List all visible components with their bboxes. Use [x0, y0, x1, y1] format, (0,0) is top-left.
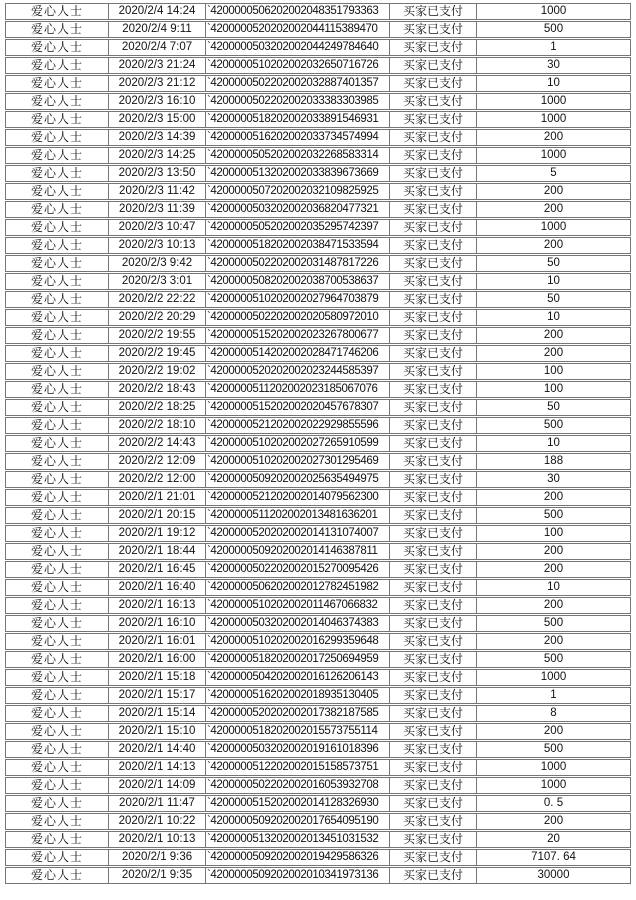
- transaction-id-cell: `4200000510202002027964703879: [206, 292, 390, 307]
- transaction-id-cell: `4200000504202002016126206143: [206, 670, 390, 685]
- donor-cell: 爱心人士: [6, 274, 109, 289]
- donor-cell: 爱心人士: [6, 94, 109, 109]
- transaction-id-cell: `4200000512202002015158573751: [206, 760, 390, 775]
- table-row: [5, 57, 631, 74]
- table-row: [5, 651, 631, 668]
- transaction-id-cell: `4200000515202002014128326930: [206, 796, 390, 811]
- donor-cell: 爱心人士: [6, 238, 109, 253]
- transaction-id-cell: `4200000513202002013451031532: [206, 832, 390, 847]
- amount-cell: 200: [543, 239, 564, 251]
- donor-cell: 爱心人士: [6, 742, 109, 757]
- datetime-cell: 2020/2/2 12:09: [109, 454, 206, 469]
- table-row: [5, 615, 631, 632]
- transaction-id-cell: `4200000509202002019429586326: [206, 850, 390, 865]
- donor-cell: 爱心人士: [6, 292, 109, 307]
- payment-status-cell: 买家已支付: [390, 814, 477, 829]
- donor-cell: 爱心人士: [6, 508, 109, 523]
- datetime-cell: 2020/2/2 18:10: [109, 418, 206, 433]
- table-row: [5, 759, 631, 776]
- table-row: [5, 579, 631, 596]
- payment-status-cell: 买家已支付: [390, 400, 477, 415]
- transaction-id-cell: `4200000509202002010341973136: [206, 868, 390, 883]
- donor-cell: 爱心人士: [6, 328, 109, 343]
- donor-cell: 爱心人士: [6, 814, 109, 829]
- amount-cell: 200: [543, 203, 564, 215]
- donor-cell: 爱心人士: [6, 22, 109, 37]
- payment-status-cell: 买家已支付: [390, 166, 477, 181]
- payment-status-cell: 买家已支付: [390, 562, 477, 577]
- datetime-cell: 2020/2/1 14:13: [109, 760, 206, 775]
- payment-status-cell: 买家已支付: [390, 202, 477, 217]
- payment-status-cell: 买家已支付: [390, 238, 477, 253]
- transaction-id-cell: `4200000516202002018935130405: [206, 688, 390, 703]
- datetime-cell: 2020/2/1 16:13: [109, 598, 206, 613]
- transaction-id-cell: `4200000502202002015270095426: [206, 562, 390, 577]
- amount-cell: 50: [547, 257, 560, 269]
- datetime-cell: 2020/2/2 19:55: [109, 328, 206, 343]
- amount-cell: 500: [543, 23, 564, 35]
- table-row: [5, 417, 631, 434]
- table-row: [5, 561, 631, 578]
- transaction-id-cell: `4200000510202002011467066832: [206, 598, 390, 613]
- transaction-id-cell: `4200000513202002033839673669: [206, 166, 390, 181]
- amount-cell: 500: [543, 509, 564, 521]
- table-row: [5, 291, 631, 308]
- donor-cell: 爱心人士: [6, 310, 109, 325]
- table-row: [5, 165, 631, 182]
- donor-cell: 爱心人士: [6, 850, 109, 865]
- donor-cell: 爱心人士: [6, 382, 109, 397]
- transaction-id-cell: `4200000511202002013481636201: [206, 508, 390, 523]
- datetime-cell: 2020/2/2 20:29: [109, 310, 206, 325]
- payment-status-cell: 买家已支付: [390, 472, 477, 487]
- datetime-cell: 2020/2/3 10:47: [109, 220, 206, 235]
- transaction-id-cell: `4200000503202002019161018396: [206, 742, 390, 757]
- payment-status-cell: 买家已支付: [390, 382, 477, 397]
- table-row: [5, 237, 631, 254]
- amount-cell: 200: [543, 563, 564, 575]
- datetime-cell: 2020/2/1 15:10: [109, 724, 206, 739]
- table-row: [5, 39, 631, 56]
- donor-cell: 爱心人士: [6, 616, 109, 631]
- table-row: [5, 363, 631, 380]
- transaction-id-cell: `4200000509202002025635494975: [206, 472, 390, 487]
- amount-cell: 1000: [540, 149, 567, 161]
- datetime-cell: 2020/2/3 16:10: [109, 94, 206, 109]
- table-row: [5, 705, 631, 722]
- donor-cell: 爱心人士: [6, 148, 109, 163]
- transaction-id-cell: `4200000518202002033891546931: [206, 112, 390, 127]
- donor-cell: 爱心人士: [6, 4, 109, 19]
- payment-status-cell: 买家已支付: [390, 850, 477, 865]
- datetime-cell: 2020/2/3 13:50: [109, 166, 206, 181]
- payment-status-cell: 买家已支付: [390, 580, 477, 595]
- donor-cell: 爱心人士: [6, 832, 109, 847]
- payment-status-cell: 买家已支付: [390, 544, 477, 559]
- donor-cell: 爱心人士: [6, 868, 109, 883]
- donor-cell: 爱心人士: [6, 184, 109, 199]
- payment-status-cell: 买家已支付: [390, 868, 477, 883]
- donor-cell: 爱心人士: [6, 598, 109, 613]
- donor-cell: 爱心人士: [6, 778, 109, 793]
- payment-status-cell: 买家已支付: [390, 184, 477, 199]
- donor-cell: 爱心人士: [6, 706, 109, 721]
- table-row: [5, 669, 631, 686]
- donor-cell: 爱心人士: [6, 202, 109, 217]
- table-row: [5, 255, 631, 272]
- table-row: [5, 3, 631, 20]
- transaction-id-cell: `4200000507202002032109825925: [206, 184, 390, 199]
- datetime-cell: 2020/2/1 16:01: [109, 634, 206, 649]
- payment-status-cell: 买家已支付: [390, 436, 477, 451]
- payment-status-cell: 买家已支付: [390, 616, 477, 631]
- donor-cell: 爱心人士: [6, 418, 109, 433]
- payment-status-cell: 买家已支付: [390, 454, 477, 469]
- transaction-id-cell: `4200000518202002015573755114: [206, 724, 390, 739]
- datetime-cell: 2020/2/2 14:43: [109, 436, 206, 451]
- datetime-cell: 2020/2/3 21:24: [109, 58, 206, 73]
- amount-cell: 1000: [540, 95, 567, 107]
- payment-status-cell: 买家已支付: [390, 526, 477, 541]
- datetime-cell: 2020/2/1 10:22: [109, 814, 206, 829]
- payment-status-cell: 买家已支付: [390, 652, 477, 667]
- transaction-id-cell: `4200000511202002023185067076: [206, 382, 390, 397]
- donor-cell: 爱心人士: [6, 688, 109, 703]
- transaction-id-cell: `4200000515202002020457678307: [206, 400, 390, 415]
- table-row: [5, 507, 631, 524]
- table-row: [5, 633, 631, 650]
- payment-status-cell: 买家已支付: [390, 292, 477, 307]
- table-row: [5, 219, 631, 236]
- amount-cell: 200: [543, 329, 564, 341]
- payment-status-cell: 买家已支付: [390, 688, 477, 703]
- amount-cell: 188: [543, 455, 564, 467]
- amount-cell: 30: [547, 473, 560, 485]
- amount-cell: 200: [543, 347, 564, 359]
- datetime-cell: 2020/2/1 19:12: [109, 526, 206, 541]
- datetime-cell: 2020/2/4 7:07: [109, 40, 206, 55]
- table-row: [5, 327, 631, 344]
- payment-status-cell: 买家已支付: [390, 130, 477, 145]
- amount-cell: 1: [550, 689, 557, 701]
- datetime-cell: 2020/2/1 9:35: [109, 868, 206, 883]
- table-row: [5, 831, 631, 848]
- table-row: [5, 93, 631, 110]
- transaction-id-cell: `4200000502202002020580972010: [206, 310, 390, 325]
- transaction-id-cell: `4200000510202002016299359648: [206, 634, 390, 649]
- datetime-cell: 2020/2/1 16:10: [109, 616, 206, 631]
- amount-cell: 1000: [540, 113, 567, 125]
- donor-cell: 爱心人士: [6, 580, 109, 595]
- datetime-cell: 2020/2/1 9:36: [109, 850, 206, 865]
- table-row: [5, 21, 631, 38]
- transaction-id-cell: `4200000510202002032650716726: [206, 58, 390, 73]
- transaction-id-cell: `4200000506202002012782451982: [206, 580, 390, 595]
- datetime-cell: 2020/2/1 20:15: [109, 508, 206, 523]
- transaction-id-cell: `4200000510202002027301295469: [206, 454, 390, 469]
- payment-status-cell: 买家已支付: [390, 274, 477, 289]
- donor-cell: 爱心人士: [6, 796, 109, 811]
- amount-cell: 10: [547, 311, 560, 323]
- datetime-cell: 2020/2/1 15:14: [109, 706, 206, 721]
- donor-cell: 爱心人士: [6, 40, 109, 55]
- table-row: [5, 435, 631, 452]
- datetime-cell: 2020/2/1 14:09: [109, 778, 206, 793]
- table-row: [5, 597, 631, 614]
- payment-status-cell: 买家已支付: [390, 220, 477, 235]
- amount-cell: 20: [547, 833, 560, 845]
- table-row: [5, 147, 631, 164]
- table-row: [5, 453, 631, 470]
- payment-status-cell: 买家已支付: [390, 310, 477, 325]
- datetime-cell: 2020/2/3 3:01: [109, 274, 206, 289]
- donor-cell: 爱心人士: [6, 58, 109, 73]
- payment-status-cell: 买家已支付: [390, 112, 477, 127]
- amount-cell: 200: [543, 491, 564, 503]
- table-row: [5, 129, 631, 146]
- transaction-id-cell: `4200000520202002017382187585: [206, 706, 390, 721]
- donor-cell: 爱心人士: [6, 544, 109, 559]
- amount-cell: 1000: [540, 5, 567, 17]
- table-row: [5, 273, 631, 290]
- payment-status-cell: 买家已支付: [390, 256, 477, 271]
- table-row: [5, 345, 631, 362]
- payment-status-cell: 买家已支付: [390, 94, 477, 109]
- datetime-cell: 2020/2/2 19:02: [109, 364, 206, 379]
- amount-cell: 100: [543, 365, 564, 377]
- transaction-id-cell: `4200000502202002032887401357: [206, 76, 390, 91]
- datetime-cell: 2020/2/1 16:00: [109, 652, 206, 667]
- amount-cell: 30000: [537, 869, 570, 881]
- transaction-id-cell: `4200000502202002031487817226: [206, 256, 390, 271]
- payment-status-cell: 买家已支付: [390, 760, 477, 775]
- amount-cell: 200: [543, 185, 564, 197]
- amount-cell: 200: [543, 545, 564, 557]
- payment-status-cell: 买家已支付: [390, 22, 477, 37]
- transaction-id-cell: `4200000503202002044249784640: [206, 40, 390, 55]
- transaction-id-cell: `4200000503202002014046374383: [206, 616, 390, 631]
- amount-cell: 5: [550, 167, 557, 179]
- table-row: [5, 849, 631, 866]
- table-row: [5, 489, 631, 506]
- payment-status-cell: 买家已支付: [390, 76, 477, 91]
- table-row: [5, 723, 631, 740]
- payment-status-cell: 买家已支付: [390, 148, 477, 163]
- donor-cell: 爱心人士: [6, 130, 109, 145]
- amount-cell: 200: [543, 815, 564, 827]
- datetime-cell: 2020/2/1 10:13: [109, 832, 206, 847]
- payment-status-cell: 买家已支付: [390, 490, 477, 505]
- datetime-cell: 2020/2/3 15:00: [109, 112, 206, 127]
- donor-cell: 爱心人士: [6, 256, 109, 271]
- payment-status-cell: 买家已支付: [390, 58, 477, 73]
- donor-cell: 爱心人士: [6, 436, 109, 451]
- datetime-cell: 2020/2/1 16:45: [109, 562, 206, 577]
- transaction-id-cell: `4200000506202002048351793363: [206, 4, 390, 19]
- datetime-cell: 2020/2/1 15:18: [109, 670, 206, 685]
- datetime-cell: 2020/2/2 18:43: [109, 382, 206, 397]
- datetime-cell: 2020/2/1 21:01: [109, 490, 206, 505]
- table-row: [5, 201, 631, 218]
- payment-status-cell: 买家已支付: [390, 598, 477, 613]
- amount-cell: 200: [543, 599, 564, 611]
- amount-cell: 1000: [540, 671, 567, 683]
- datetime-cell: 2020/2/3 14:25: [109, 148, 206, 163]
- datetime-cell: 2020/2/1 11:47: [109, 796, 206, 811]
- amount-cell: 0. 5: [543, 797, 564, 809]
- table-row: [5, 75, 631, 92]
- transaction-id-cell: `4200000502202002016053932708: [206, 778, 390, 793]
- payment-status-cell: 买家已支付: [390, 832, 477, 847]
- donor-cell: 爱心人士: [6, 670, 109, 685]
- payment-status-cell: 买家已支付: [390, 724, 477, 739]
- donor-cell: 爱心人士: [6, 562, 109, 577]
- transaction-id-cell: `4200000518202002038471533594: [206, 238, 390, 253]
- payment-status-cell: 买家已支付: [390, 706, 477, 721]
- transaction-id-cell: `4200000505202002035295742397: [206, 220, 390, 235]
- amount-cell: 200: [543, 725, 564, 737]
- donor-cell: 爱心人士: [6, 454, 109, 469]
- payment-status-cell: 买家已支付: [390, 742, 477, 757]
- payment-status-cell: 买家已支付: [390, 346, 477, 361]
- datetime-cell: 2020/2/1 18:44: [109, 544, 206, 559]
- donor-cell: 爱心人士: [6, 652, 109, 667]
- transaction-id-cell: `4200000515202002023267800677: [206, 328, 390, 343]
- amount-cell: 7107. 64: [531, 851, 576, 863]
- table-row: [5, 543, 631, 560]
- amount-cell: 10: [547, 581, 560, 593]
- datetime-cell: 2020/2/3 11:42: [109, 184, 206, 199]
- datetime-cell: 2020/2/1 16:40: [109, 580, 206, 595]
- table-row: [5, 813, 631, 830]
- donor-cell: 爱心人士: [6, 634, 109, 649]
- table-row: [5, 111, 631, 128]
- table-row: [5, 183, 631, 200]
- table-row: [5, 525, 631, 542]
- datetime-cell: 2020/2/4 9:11: [109, 22, 206, 37]
- datetime-cell: 2020/2/3 9:42: [109, 256, 206, 271]
- transaction-id-cell: `4200000503202002036820477321: [206, 202, 390, 217]
- amount-cell: 10: [547, 437, 560, 449]
- transaction-id-cell: `4200000514202002028471746206: [206, 346, 390, 361]
- amount-cell: 1000: [540, 761, 567, 773]
- datetime-cell: 2020/2/2 19:45: [109, 346, 206, 361]
- table-row: [5, 795, 631, 812]
- transaction-id-cell: `4200000520202002023244585397: [206, 364, 390, 379]
- donor-cell: 爱心人士: [6, 364, 109, 379]
- payment-status-cell: 买家已支付: [390, 40, 477, 55]
- datetime-cell: 2020/2/2 22:22: [109, 292, 206, 307]
- donor-cell: 爱心人士: [6, 112, 109, 127]
- amount-cell: 30: [547, 59, 560, 71]
- transaction-id-cell: `4200000521202002022929855596: [206, 418, 390, 433]
- datetime-cell: 2020/2/1 14:40: [109, 742, 206, 757]
- amount-cell: 500: [543, 743, 564, 755]
- amount-cell: 10: [547, 77, 560, 89]
- amount-cell: 8: [550, 707, 557, 719]
- transaction-id-cell: `4200000520202002014131074007: [206, 526, 390, 541]
- amount-cell: 200: [543, 635, 564, 647]
- payment-status-cell: 买家已支付: [390, 328, 477, 343]
- datetime-cell: 2020/2/2 12:00: [109, 472, 206, 487]
- donor-cell: 爱心人士: [6, 490, 109, 505]
- transaction-id-cell: `4200000502202002033383303985: [206, 94, 390, 109]
- payment-status-cell: 买家已支付: [390, 796, 477, 811]
- amount-cell: 500: [543, 617, 564, 629]
- transaction-id-cell: `4200000505202002032268583314: [206, 148, 390, 163]
- datetime-cell: 2020/2/2 18:25: [109, 400, 206, 415]
- transaction-id-cell: `4200000510202002027265910599: [206, 436, 390, 451]
- table-row: [5, 471, 631, 488]
- datetime-cell: 2020/2/1 15:17: [109, 688, 206, 703]
- amount-cell: 500: [543, 653, 564, 665]
- transaction-id-cell: `4200000520202002044115389470: [206, 22, 390, 37]
- payment-status-cell: 买家已支付: [390, 4, 477, 19]
- datetime-cell: 2020/2/3 11:39: [109, 202, 206, 217]
- datetime-cell: 2020/2/3 10:13: [109, 238, 206, 253]
- payment-status-cell: 买家已支付: [390, 508, 477, 523]
- payment-status-cell: 买家已支付: [390, 418, 477, 433]
- datetime-cell: 2020/2/4 14:24: [109, 4, 206, 19]
- transaction-id-cell: `4200000509202002014146387811: [206, 544, 390, 559]
- payment-status-cell: 买家已支付: [390, 634, 477, 649]
- donor-cell: 爱心人士: [6, 760, 109, 775]
- donor-cell: 爱心人士: [6, 724, 109, 739]
- donor-cell: 爱心人士: [6, 220, 109, 235]
- table-row: [5, 777, 631, 794]
- table-row: [5, 867, 631, 884]
- table-row: [5, 381, 631, 398]
- table-row: [5, 309, 631, 326]
- donor-cell: 爱心人士: [6, 400, 109, 415]
- donation-table: [5, 3, 631, 885]
- datetime-cell: 2020/2/3 21:12: [109, 76, 206, 91]
- datetime-cell: 2020/2/3 14:39: [109, 130, 206, 145]
- amount-cell: 1000: [540, 221, 567, 233]
- amount-cell: 50: [547, 293, 560, 305]
- transaction-id-cell: `4200000516202002033734574994: [206, 130, 390, 145]
- amount-cell: 10: [547, 275, 560, 287]
- transaction-id-cell: `4200000518202002017250694959: [206, 652, 390, 667]
- amount-cell: 1000: [540, 779, 567, 791]
- payment-status-cell: 买家已支付: [390, 778, 477, 793]
- donor-cell: 爱心人士: [6, 76, 109, 91]
- donor-cell: 爱心人士: [6, 346, 109, 361]
- payment-status-cell: 买家已支付: [390, 670, 477, 685]
- amount-cell: 200: [543, 131, 564, 143]
- transaction-id-cell: `4200000509202002017654095190: [206, 814, 390, 829]
- donor-cell: 爱心人士: [6, 526, 109, 541]
- transaction-id-cell: `4200000521202002014079562300: [206, 490, 390, 505]
- amount-cell: 100: [543, 527, 564, 539]
- table-row: [5, 741, 631, 758]
- amount-cell: 1: [550, 41, 557, 53]
- donor-cell: 爱心人士: [6, 472, 109, 487]
- amount-cell: 500: [543, 419, 564, 431]
- donor-cell: 爱心人士: [6, 166, 109, 181]
- amount-cell: 50: [547, 401, 560, 413]
- table-row: [5, 399, 631, 416]
- table-row: [5, 687, 631, 704]
- payment-status-cell: 买家已支付: [390, 364, 477, 379]
- transaction-id-cell: `4200000508202002038700538637: [206, 274, 390, 289]
- amount-cell: 100: [543, 383, 564, 395]
